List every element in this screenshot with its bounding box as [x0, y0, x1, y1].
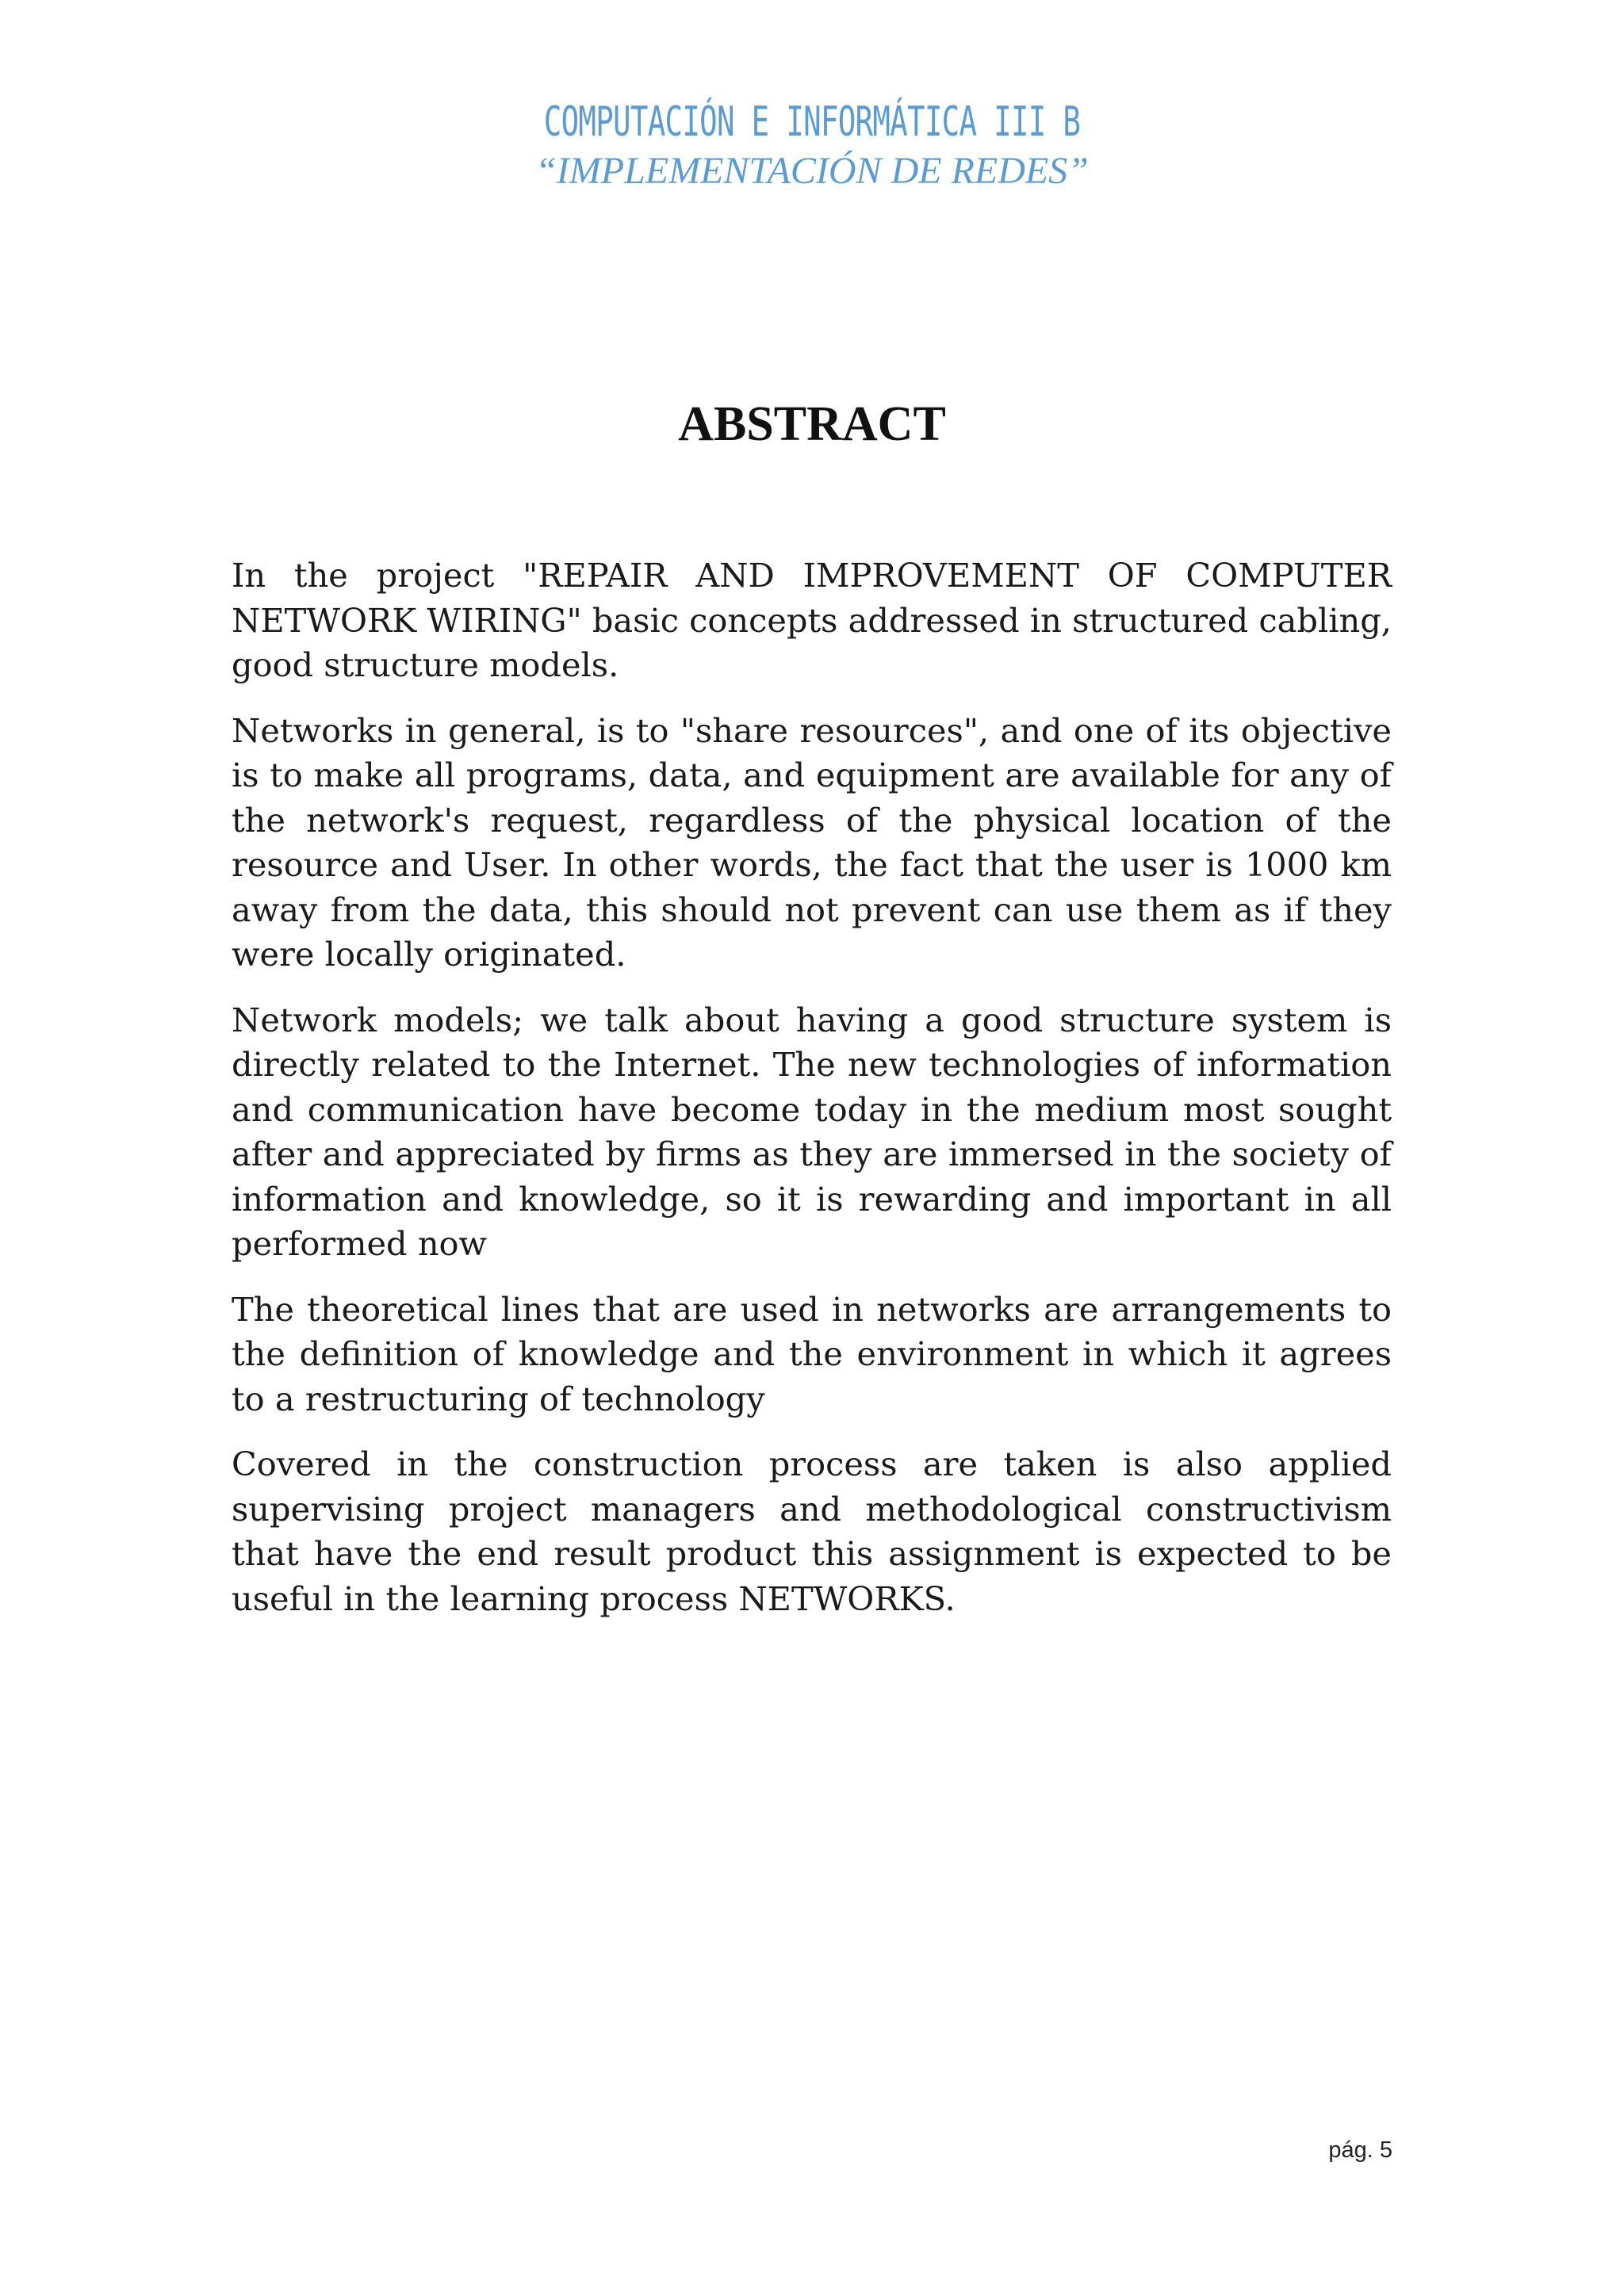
- abstract-body: [232, 553, 1392, 1642]
- paragraph: In the project "REPAIR AND IMPROVEMENT OF COMPUTER NETWORK WIRING" basic concepts addressed in structured cabling, good structure models.: [232, 556, 1392, 684]
- paragraph: The theoretical lines that are used in networks are arrangements to the definition of knowledge and the environment in which it agrees to a restructuring of technology: [232, 1289, 1392, 1418]
- paragraph: Covered in the construction process are taken is also applied supervising project managers and methodological constructivism that have the end result product this assignment is expected to be useful in the learning process NETWORKS.: [232, 1445, 1392, 1618]
- page-number: pág. 5: [1328, 2137, 1392, 2163]
- course-name: COMPUTACIÓN E INFORMÁTICA III B: [543, 98, 1081, 146]
- paragraph: Network models; we talk about having a good structure system is directly related to the Internet. The new technologies of information and communication have become today in the medium most sought after and appreciated by firms as they are immersed in the society of information and knowledge, so it is rewarding and important in all performed now: [232, 1000, 1392, 1263]
- section-title: ABSTRACT: [678, 397, 946, 451]
- paragraph: Networks in general, is to "share resources", and one of its objective is to make all programs, data, and equipment are available for any of the network's request, regardless of the physical location of the resource and User. In other words, the fact that the user is 1000 km away from the data, this should not prevent can use them as if they were locally originated.: [232, 710, 1392, 974]
- page-header: [0, 97, 1624, 195]
- document-subtitle: “IMPLEMENTACIÓN DE REDES”: [535, 150, 1089, 192]
